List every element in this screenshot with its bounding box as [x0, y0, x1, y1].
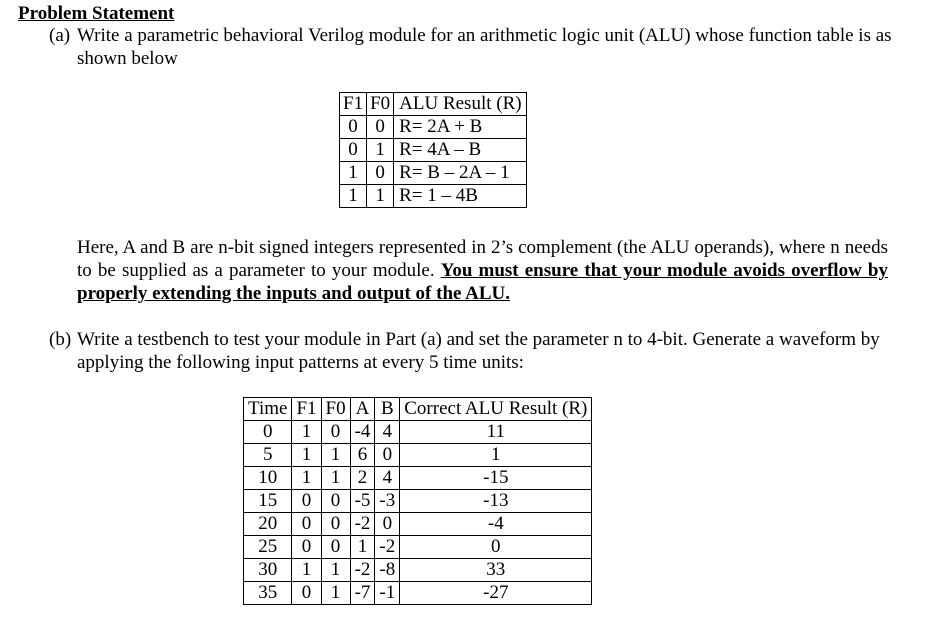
part-b-label: (b) [49, 329, 72, 350]
cell-time: 25 [244, 536, 292, 559]
problem-statement-heading: Problem Statement [18, 3, 175, 24]
overflow-warning: You must ensure that your module avoids overflow by properly extending the inputs and output of the ALU. [77, 260, 888, 304]
cell-time: 30 [244, 559, 292, 582]
part-b-paragraph [49, 328, 919, 374]
cell-time: 0 [244, 421, 292, 444]
cell-f0: 0 [321, 490, 350, 513]
cell-f1: 1 [340, 185, 367, 208]
function-table [339, 92, 527, 208]
cell-result: -4 [400, 513, 592, 536]
cell-b: -8 [375, 559, 400, 582]
cell-b: 4 [375, 467, 400, 490]
cell-f1: 0 [340, 116, 367, 139]
cell-a: 2 [350, 467, 375, 490]
part-a-label: (a) [49, 25, 71, 46]
cell-f0: 1 [367, 185, 394, 208]
cell-b: -3 [375, 490, 400, 513]
cell-b: 0 [375, 444, 400, 467]
cell-f0: 0 [321, 536, 350, 559]
header-f0: F0 [367, 93, 394, 116]
operands-note [77, 236, 888, 305]
table-row [340, 162, 527, 185]
cell-b: -1 [375, 582, 400, 605]
cell-f0: 0 [321, 513, 350, 536]
cell-a: -4 [350, 421, 375, 444]
cell-result: 1 [400, 444, 592, 467]
table-row [340, 116, 527, 139]
cell-f1: 0 [292, 582, 321, 605]
cell-f1: 1 [340, 162, 367, 185]
cell-b: -2 [375, 536, 400, 559]
table-row [340, 139, 527, 162]
cell-f0: 1 [321, 582, 350, 605]
cell-time: 5 [244, 444, 292, 467]
header-f1: F1 [340, 93, 367, 116]
cell-f1: 0 [292, 513, 321, 536]
table-row [244, 444, 592, 467]
header-f0: F0 [321, 398, 350, 421]
cell-f1: 1 [292, 444, 321, 467]
cell-a: -7 [350, 582, 375, 605]
cell-f1: 1 [292, 467, 321, 490]
table-row [340, 185, 527, 208]
header-f1: F1 [292, 398, 321, 421]
table-row [244, 536, 592, 559]
cell-result: -27 [400, 582, 592, 605]
header-b: B [375, 398, 400, 421]
cell-time: 20 [244, 513, 292, 536]
testbench-table-header-row [244, 398, 592, 421]
cell-time: 15 [244, 490, 292, 513]
cell-result: R= 2A + B [394, 116, 526, 139]
cell-f0: 1 [321, 559, 350, 582]
cell-result: R= 4A – B [394, 139, 526, 162]
cell-a: -2 [350, 559, 375, 582]
cell-f1: 0 [292, 536, 321, 559]
cell-result: -13 [400, 490, 592, 513]
cell-a: -5 [350, 490, 375, 513]
cell-a: 1 [350, 536, 375, 559]
table-row [244, 513, 592, 536]
part-a-text: Write a parametric behavioral Verilog module for an arithmetic logic unit (ALU) whose function table is as shown below [77, 25, 892, 69]
cell-b: 0 [375, 513, 400, 536]
table-row [244, 582, 592, 605]
part-b-text: Write a testbench to test your module in Part (a) and set the parameter n to 4-bit. Generate a waveform by applying the following input patterns at every 5 time units: [77, 329, 880, 373]
cell-f1: 1 [292, 421, 321, 444]
cell-result: R= 1 – 4B [394, 185, 526, 208]
cell-f0: 0 [321, 421, 350, 444]
cell-f0: 1 [321, 467, 350, 490]
header-a: A [350, 398, 375, 421]
cell-time: 10 [244, 467, 292, 490]
header-alu-result: ALU Result (R) [394, 93, 526, 116]
cell-f1: 1 [292, 559, 321, 582]
cell-result: 0 [400, 536, 592, 559]
cell-f0: 1 [367, 139, 394, 162]
cell-a: -2 [350, 513, 375, 536]
table-row [244, 467, 592, 490]
cell-f1: 0 [340, 139, 367, 162]
operands-note-text: Here, A and B are n-bit signed integers represented in 2’s complement (the ALU operands), where n needs to be supplied as a parameter to your module. [77, 237, 888, 281]
table-row [244, 559, 592, 582]
cell-b: 4 [375, 421, 400, 444]
testbench-table [243, 397, 592, 605]
part-a-paragraph [49, 24, 919, 70]
cell-f0: 0 [367, 162, 394, 185]
cell-result: 33 [400, 559, 592, 582]
function-table-header-row [340, 93, 527, 116]
cell-result: 11 [400, 421, 592, 444]
header-time: Time [244, 398, 292, 421]
cell-f0: 0 [367, 116, 394, 139]
cell-result: R= B – 2A – 1 [394, 162, 526, 185]
cell-time: 35 [244, 582, 292, 605]
header-correct-result: Correct ALU Result (R) [400, 398, 592, 421]
table-row [244, 490, 592, 513]
cell-result: -15 [400, 467, 592, 490]
cell-f1: 0 [292, 490, 321, 513]
cell-f0: 1 [321, 444, 350, 467]
cell-a: 6 [350, 444, 375, 467]
table-row [244, 421, 592, 444]
